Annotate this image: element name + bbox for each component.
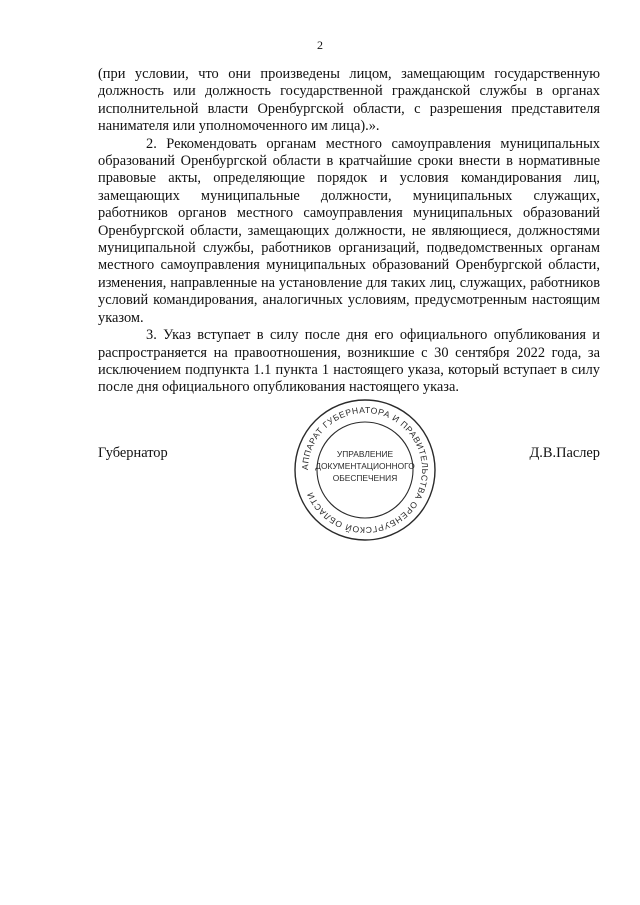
page-number: 2	[317, 38, 323, 52]
stamp-center-line-1: УПРАВЛЕНИЕ	[336, 449, 394, 459]
paragraph-item-3: 3. Указ вступает в силу после дня его официального опубликования и распространяется на правоотношения, возникшие с 30 сентября 2022 года, за исключением подпункта 1.1 пункта 1 настоящего указа, который вступает в силу после дня официального опубликования настоящего указа.	[98, 327, 600, 396]
paragraph-item-2: 2. Рекомендовать органам местного самоуправления муниципальных образований Оренбургской области в кратчайшие сроки внести в нормативные правовые акты, определяющие порядок и условия командирования лиц, замещающих муниципальные должности, муниципальных служащих, работников органов местного самоуправления муниципальных образований Оренбургской области, замещающих должности, не являющиеся, должностями муниципальной службы, работников организаций, подведомственных органам местного самоуправления муниципальных образований Оренбургской области, изменения, направленные на установление для таких лиц, служащих, работников условий командирования, аналогичных условиям, предусмотренным настоящим указом.	[98, 135, 600, 326]
signatory-title: Губернатор	[98, 445, 168, 461]
stamp-ring-text: АППАРАТ ГУБЕРНАТОРА И ПРАВИТЕЛЬСТВА ОРЕНБУРГСКОЙ ОБЛАСТИ	[299, 404, 431, 536]
stamp-center-line-2: ДОКУМЕНТАЦИОННОГО	[315, 461, 415, 471]
document-body	[98, 66, 600, 397]
paragraph-continuation: (при условии, что они произведены лицом, замещающим государственную должность или должность государственной гражданской службы в органах исполнительной власти Оренбургской области, с разрешения представителя нанимателя или уполномоченного им лица).».	[98, 66, 600, 135]
official-stamp	[292, 397, 438, 543]
signatory-name: Д.В.Паслер	[529, 445, 600, 461]
stamp-center-line-3: ОБЕСПЕЧЕНИЯ	[332, 473, 398, 483]
